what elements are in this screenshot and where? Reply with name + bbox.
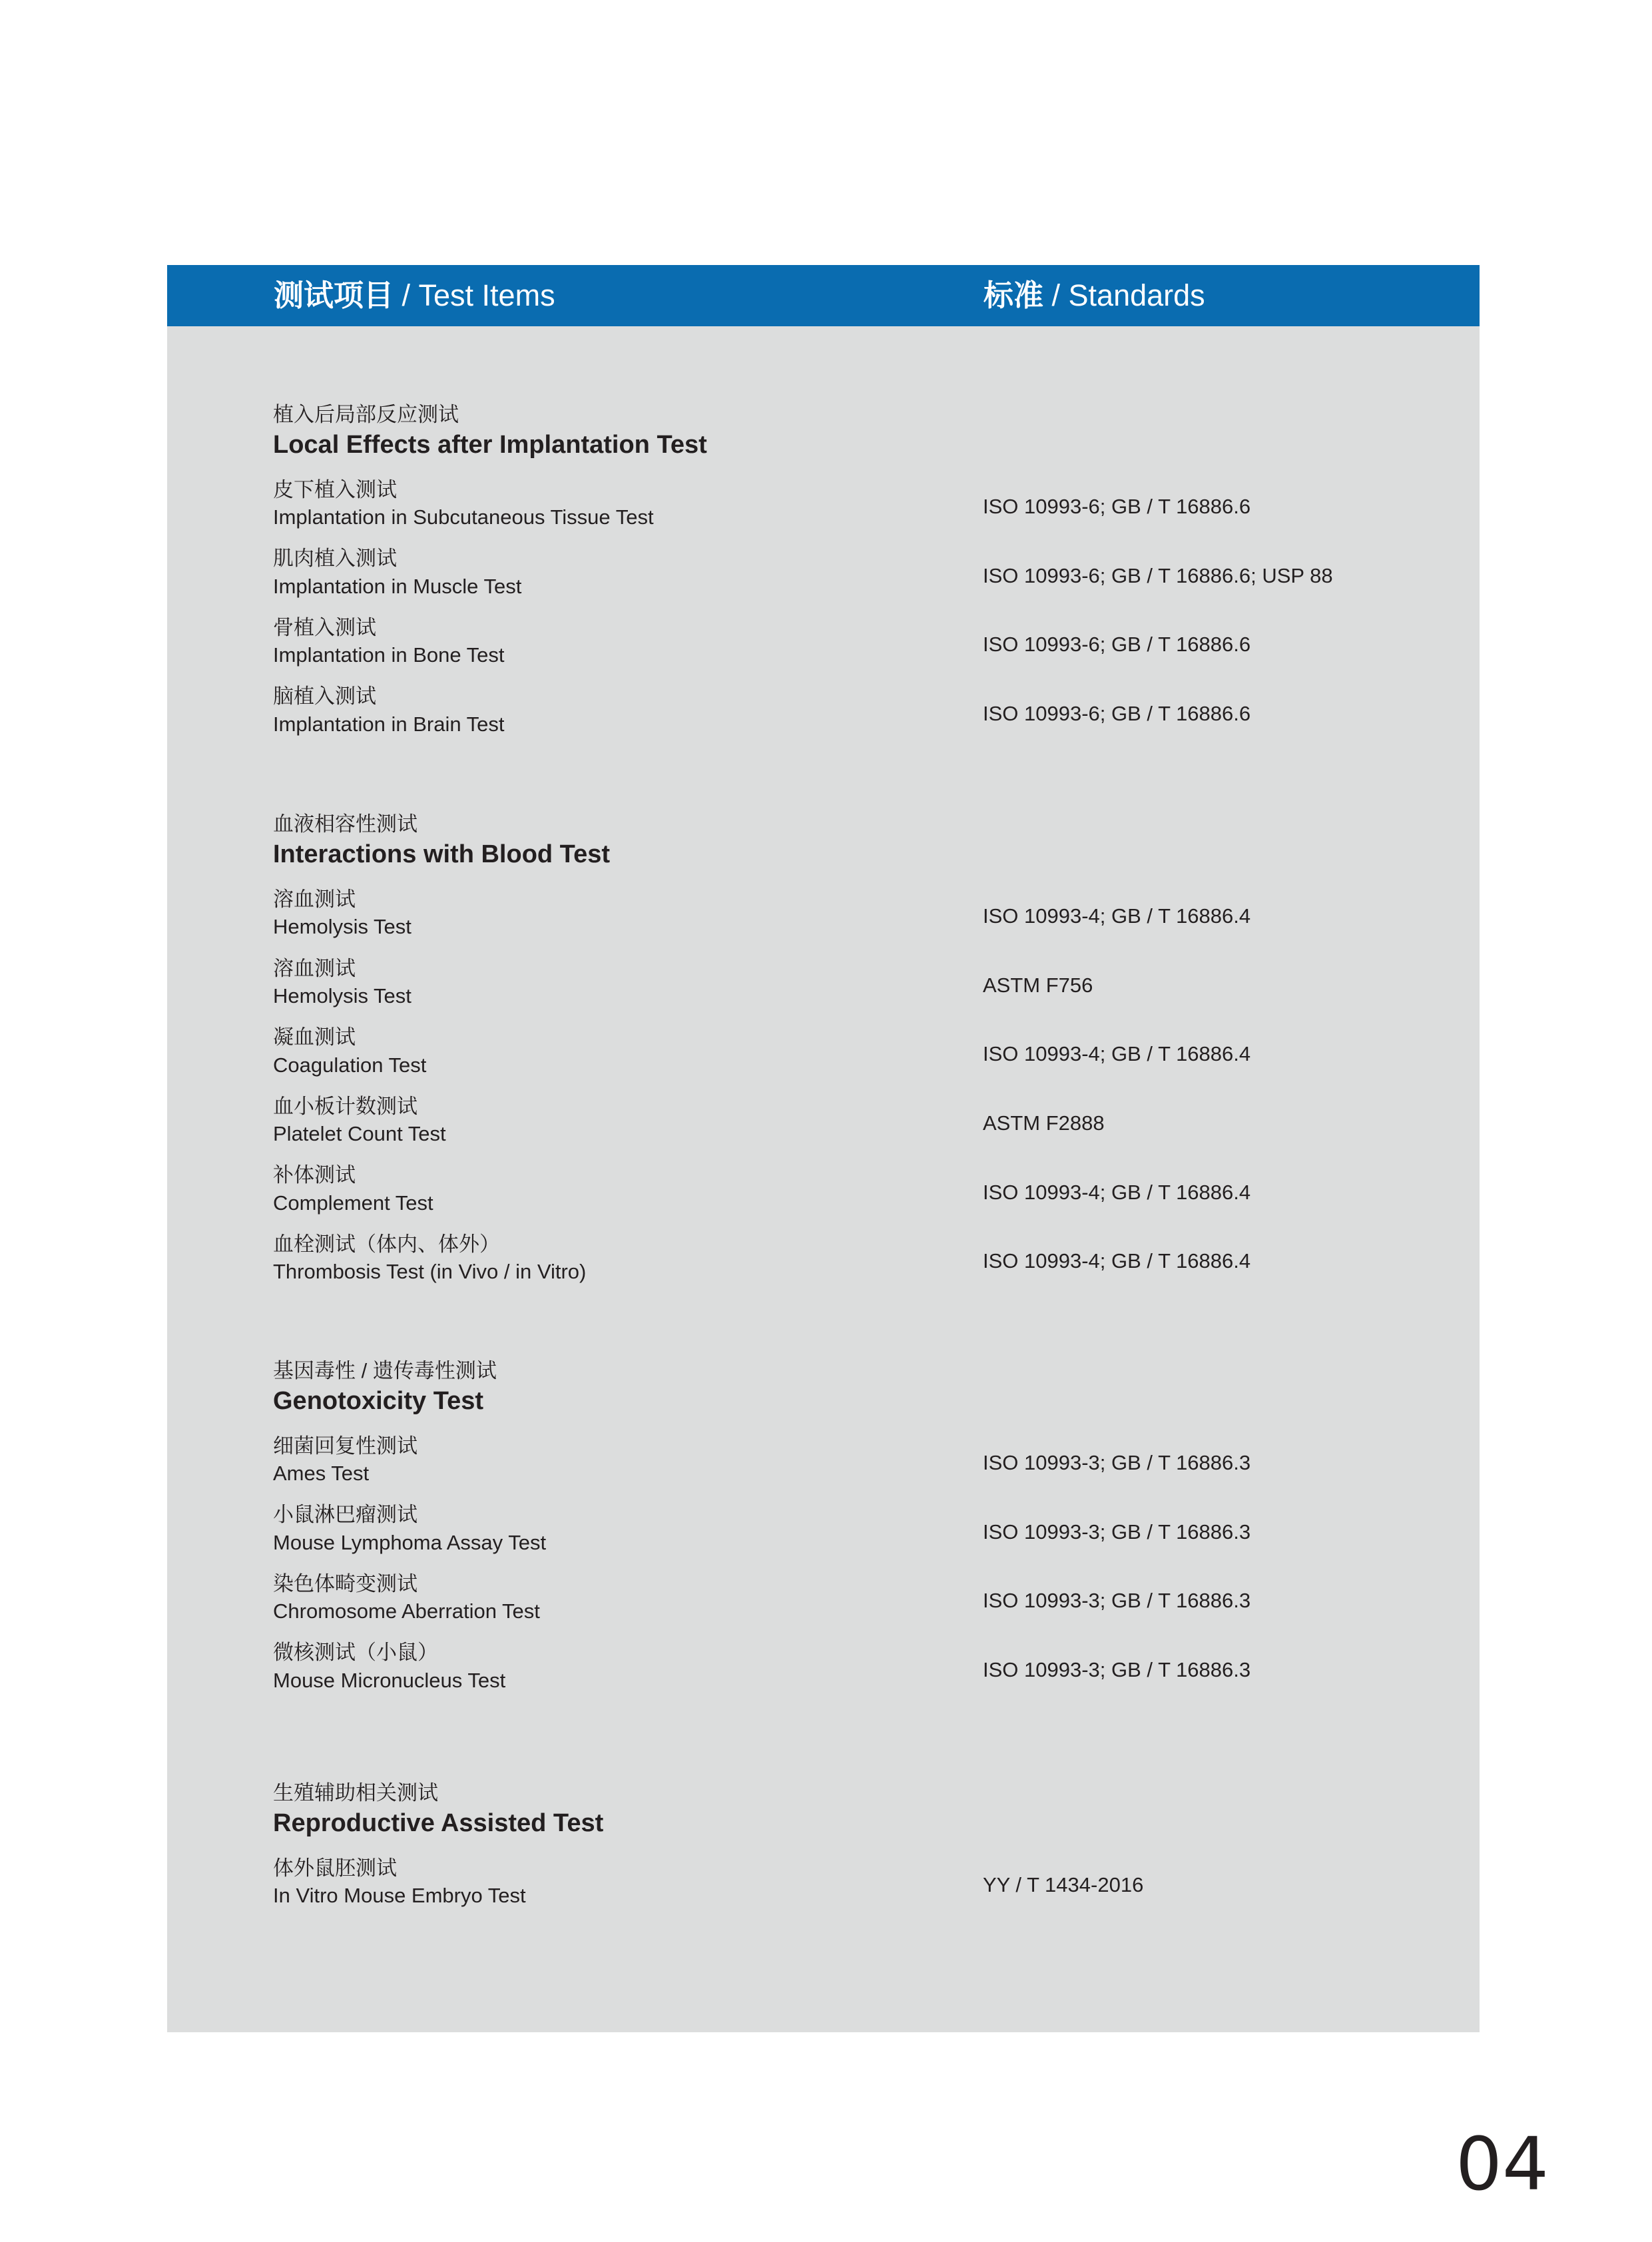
test-item-en: Mouse Lymphoma Assay Test	[273, 1531, 547, 1554]
test-item-en: Implantation in Muscle Test	[273, 575, 522, 598]
section-title-en: Local Effects after Implantation Test	[273, 431, 707, 459]
test-item-zh: 溶血测试	[273, 957, 356, 980]
section-title-zh: 生殖辅助相关测试	[273, 1781, 438, 1805]
test-item-zh: 肌肉植入测试	[273, 547, 397, 570]
standard: ISO 10993-3; GB / T 16886.3	[983, 1451, 1251, 1474]
standard: YY / T 1434-2016	[983, 1873, 1144, 1896]
standard: ISO 10993-6; GB / T 16886.6	[983, 495, 1251, 518]
test-item-zh: 血栓测试（体内、体外）	[273, 1233, 500, 1256]
test-item-zh: 脑植入测试	[273, 685, 376, 708]
test-item-en: Complement Test	[273, 1191, 433, 1215]
test-item-en: Ames Test	[273, 1462, 370, 1485]
test-item-zh: 细菌回复性测试	[273, 1434, 417, 1458]
test-item-zh: 骨植入测试	[273, 616, 376, 639]
standard: ISO 10993-3; GB / T 16886.3	[983, 1520, 1251, 1543]
test-item-en: Chromosome Aberration Test	[273, 1599, 540, 1623]
test-item-en: Hemolysis Test	[273, 915, 412, 938]
section-title-zh: 植入后局部反应测试	[273, 403, 459, 426]
standard: ISO 10993-4; GB / T 16886.4	[983, 1042, 1251, 1065]
header-standards: 标准 / Standards	[983, 278, 1205, 312]
standard: ISO 10993-4; GB / T 16886.4	[983, 1181, 1251, 1204]
test-item-zh: 小鼠淋巴瘤测试	[273, 1503, 417, 1526]
test-item-en: Implantation in Subcutaneous Tissue Test	[273, 505, 654, 529]
section-title-en: Genotoxicity Test	[273, 1387, 484, 1415]
standard: ISO 10993-3; GB / T 16886.3	[983, 1658, 1251, 1681]
section-title-zh: 血液相容性测试	[273, 812, 417, 836]
test-item-zh: 凝血测试	[273, 1025, 356, 1049]
test-item-en: Platelet Count Test	[273, 1122, 446, 1145]
test-item-en: Thrombosis Test (in Vivo / in Vitro)	[273, 1260, 587, 1283]
test-item-zh: 微核测试（小鼠）	[273, 1641, 438, 1664]
test-item-zh: 血小板计数测试	[273, 1095, 417, 1118]
standard: ASTM F2888	[983, 1111, 1105, 1135]
test-item-en: Coagulation Test	[273, 1053, 427, 1077]
standard: ISO 10993-6; GB / T 16886.6; USP 88	[983, 564, 1333, 587]
test-item-zh: 体外鼠胚测试	[273, 1856, 397, 1880]
test-item-zh: 皮下植入测试	[273, 478, 397, 501]
test-item-zh: 溶血测试	[273, 888, 356, 911]
standard: ISO 10993-4; GB / T 16886.4	[983, 1249, 1251, 1272]
standard: ISO 10993-6; GB / T 16886.6	[983, 702, 1251, 725]
test-item-en: Implantation in Bone Test	[273, 643, 505, 667]
standard: ISO 10993-3; GB / T 16886.3	[983, 1589, 1251, 1612]
header-test-items: 测试项目 / Test Items	[274, 278, 555, 312]
test-item-en: Mouse Micronucleus Test	[273, 1669, 506, 1692]
test-item-en: Implantation in Brain Test	[273, 712, 505, 736]
section-title-en: Reproductive Assisted Test	[273, 1809, 604, 1837]
test-item-en: In Vitro Mouse Embryo Test	[273, 1884, 526, 1907]
table-header	[167, 265, 1480, 326]
section-title-en: Interactions with Blood Test	[273, 840, 610, 868]
test-item-zh: 补体测试	[273, 1163, 356, 1187]
standard: ISO 10993-4; GB / T 16886.4	[983, 904, 1251, 928]
test-item-en: Hemolysis Test	[273, 984, 412, 1007]
page-number: 04	[1456, 2121, 1549, 2207]
section-title-zh: 基因毒性 / 遗传毒性测试	[273, 1359, 497, 1382]
test-item-zh: 染色体畸变测试	[273, 1572, 417, 1595]
standard: ISO 10993-6; GB / T 16886.6	[983, 633, 1251, 656]
standard: ASTM F756	[983, 974, 1093, 997]
